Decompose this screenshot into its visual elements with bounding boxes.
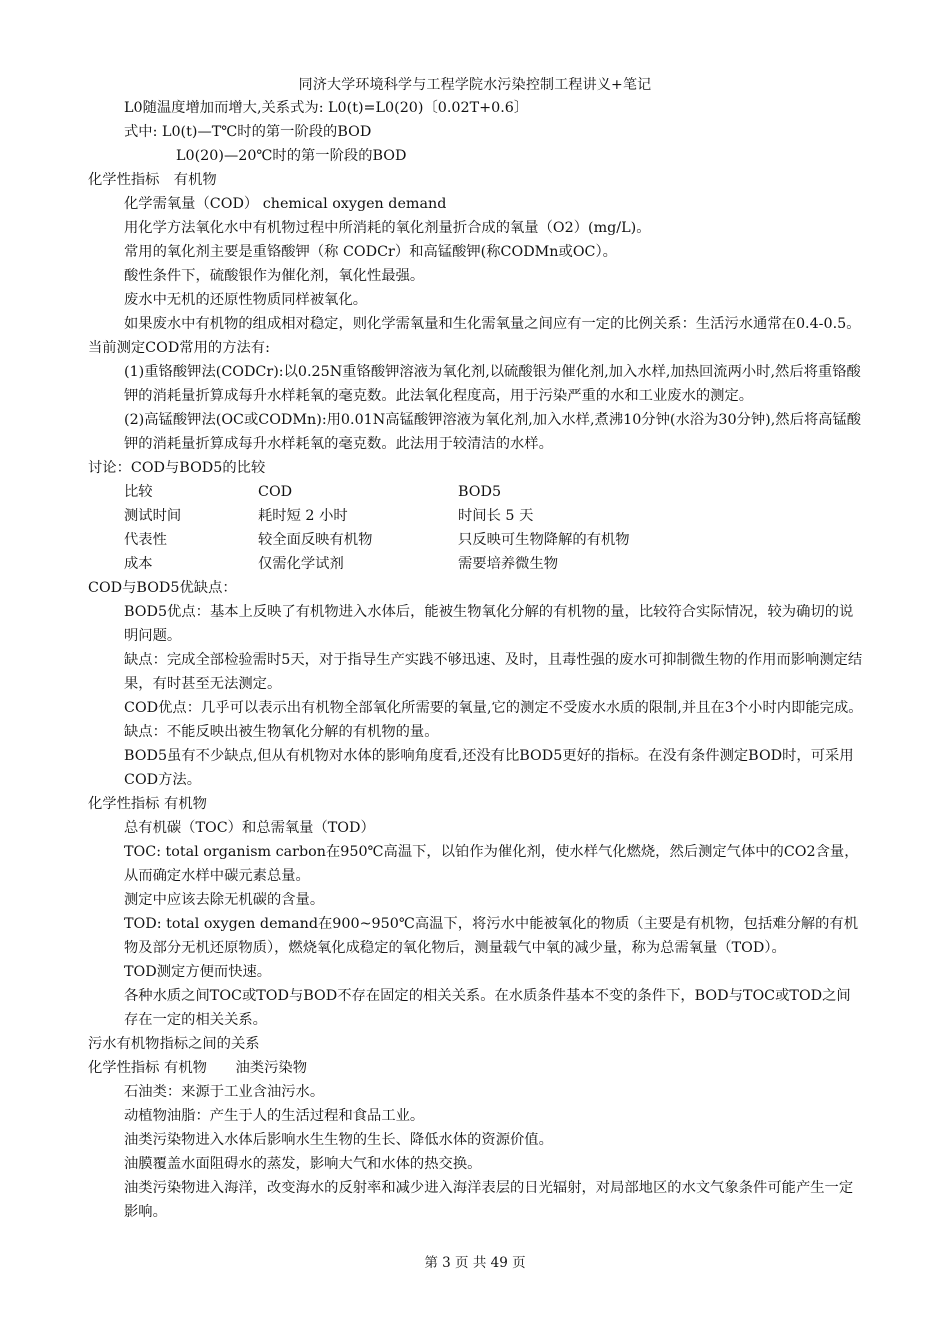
table-cell: 时间长 5 天 [458, 508, 534, 524]
paragraph: BOD5优点：基本上反映了有机物进入水体后，能被生物氧化分解的有机物的量，比较符合实际情况，较为确切的说明问题。 [124, 604, 854, 644]
table-header-row [124, 480, 718, 504]
text-line: L0随温度增加而增大,关系式为: L0(t)=L0(20)〔0.02T+0.6〕 [124, 100, 529, 116]
table-cell: 只反映可生物降解的有机物 [458, 532, 630, 548]
table-cell: 代表性 [124, 532, 167, 548]
text-line: 总有机碳（TOC）和总需氧量（TOD） [124, 820, 375, 836]
paragraph: (2)高锰酸钾法(OC或CODMn):用0.01N高锰酸钾溶液为氧化剂,加入水样,煮沸10分钟(水浴为30分钟),然后将高锰酸钾的消耗量折算成每升水样耗氧的毫克数。此法用于较清洁的水样。 [124, 412, 862, 452]
text-line: 废水中无机的还原性物质同样被氧化。 [124, 292, 368, 308]
text-line: TOD测定方便而快速。 [124, 964, 272, 980]
table-header-cell: BOD5 [458, 484, 502, 500]
paragraph: 如果废水中有机物的组成相对稳定，则化学需氧量和生化需氧量之间应有一定的比例关系：生活污水通常在0.4-0.5。 [124, 316, 861, 332]
paragraph: TOC: total organism carbon在950℃高温下，以铂作为催化剂，使水样气化燃烧，然后测定气体中的CO2含量，从而确定水样中碳元素总量。 [124, 844, 859, 884]
table-cell: 仅需化学试剂 [258, 556, 344, 572]
section-heading: 化学性指标 有机物 [88, 796, 207, 812]
text-line: 动植物油脂：产生于人的生活过程和食品工业。 [124, 1108, 425, 1124]
section-heading: 化学性指标 有机物 [88, 172, 217, 188]
section-heading: 污水有机物指标之间的关系 [88, 1036, 260, 1052]
text-line: 油膜覆盖水面阻碍水的蒸发，影响大气和水体的热交换。 [124, 1156, 482, 1172]
table-row [124, 552, 718, 576]
page-header: 同济大学环境科学与工程学院水污染控制工程讲义+笔记 [298, 77, 652, 93]
table-cell: 需要培养微生物 [458, 556, 559, 572]
comparison-table [124, 480, 718, 576]
text-line: 式中: L0(t)—T℃时的第一阶段的BOD [124, 124, 372, 140]
text-line: 常用的氧化剂主要是重铬酸钾（称 CODCr）和高锰酸钾(称CODMn或OC）。 [124, 244, 617, 260]
text-line: 测定中应该去除无机碳的含量。 [124, 892, 325, 908]
document-body [88, 96, 864, 1224]
paragraph: 各种水质之间TOC或TOD与BOD不存在固定的相关关系。在水质条件基本不变的条件下，BOD与TOC或TOD之间存在一定的相关关系。 [124, 988, 851, 1028]
table-cell: 耗时短 2 小时 [258, 508, 348, 524]
text-line: 用化学方法氧化水中有机物过程中所消耗的氧化剂量折合成的氧量（O2）(mg/L)。 [124, 220, 651, 236]
table-cell: 较全面反映有机物 [258, 532, 373, 548]
paragraph: COD优点：几乎可以表示出有机物全部氧化所需要的氧量,它的测定不受废水水质的限制,并且在3个小时内即能完成。 [124, 700, 863, 716]
section-heading: 讨论：COD与BOD5的比较 [88, 460, 266, 476]
table-cell: 成本 [124, 556, 153, 572]
table-row [124, 504, 718, 528]
table-header-cell: COD [258, 484, 293, 500]
text-line: 缺点：不能反映出被生物氧化分解的有机物的量。 [124, 724, 439, 740]
paragraph: (1)重铬酸钾法(CODCr):以0.25N重铬酸钾溶液为氧化剂,以硫酸银为催化剂,加入水样,加热回流两小时,然后将重铬酸钾的消耗量折算成每升水样耗氧的毫克数。此法氧化程度高，用于污染严重的水和工业废水的测定。 [124, 364, 861, 404]
paragraph: 油类污染物进入海洋，改变海水的反射率和减少进入海洋表层的日光辐射，对局部地区的水文气象条件可能产生一定影响。 [124, 1180, 854, 1220]
text-line: 酸性条件下，硫酸银作为催化剂，氧化性最强。 [124, 268, 425, 284]
section-heading: COD与BOD5优缺点： [88, 580, 237, 596]
text-line: L0(20)—20℃时的第一阶段的BOD [176, 148, 407, 164]
table-row [124, 528, 718, 552]
text-line: 油类污染物进入水体后影响水生生物的生长、降低水体的资源价值。 [124, 1132, 553, 1148]
paragraph: TOD: total oxygen demand在900~950℃高温下，将污水中能被氧化的物质（主要是有机物，包括难分解的有机物及部分无机还原物质），燃烧氧化成稳定的氧化物后，测量载气中氧的减少量，称为总需氧量（TOD）。 [124, 916, 859, 956]
section-heading: 化学性指标 有机物 油类污染物 [88, 1060, 307, 1076]
text-line: 化学需氧量（COD） chemical oxygen demand [124, 196, 447, 212]
page-footer: 第 3 页 共 49 页 [424, 1255, 526, 1271]
table-cell: 测试时间 [124, 508, 182, 524]
text-line: 石油类：来源于工业含油污水。 [124, 1084, 325, 1100]
paragraph: 缺点：完成全部检验需时5天，对于指导生产实践不够迅速、及时，且毒性强的废水可抑制微生物的作用而影响测定结果，有时甚至无法测定。 [124, 652, 863, 692]
paragraph: BOD5虽有不少缺点,但从有机物对水体的影响角度看,还没有比BOD5更好的指标。在没有条件测定BOD时，可采用COD方法。 [124, 748, 854, 788]
section-heading: 当前测定COD常用的方法有: [88, 340, 270, 356]
table-header-cell: 比较 [124, 484, 153, 500]
